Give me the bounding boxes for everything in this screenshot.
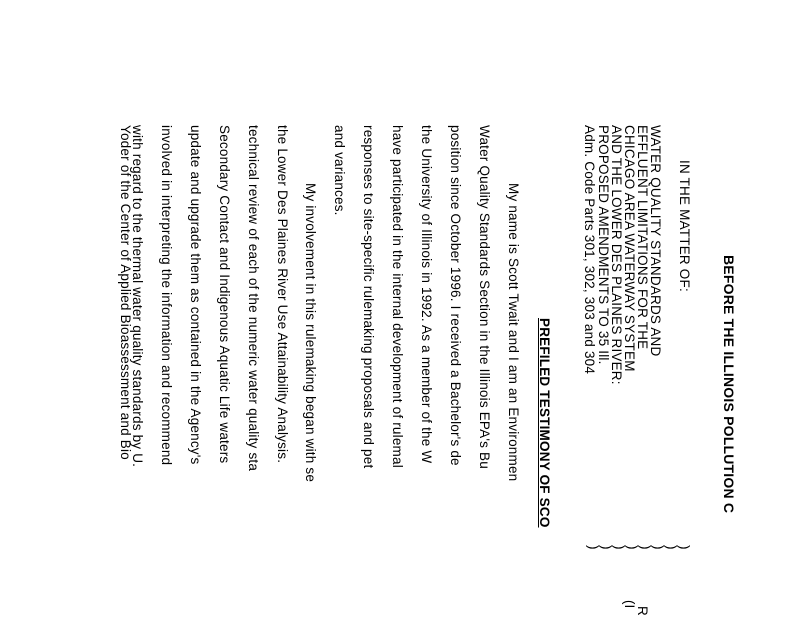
paragraph2-line: Secondary Contact and Indigenous Aquatic Life waters [217,125,232,464]
caption-line: WATER QUALITY STANDARDS AND [648,125,663,357]
caption-line: AND THE LOWER DES PLAINES RIVER: [609,125,624,385]
in-the-matter-label: IN THE MATTER OF: [677,160,692,292]
caption-paren: ) [651,545,666,550]
caption-paren: ) [638,545,653,550]
caption-line: EFFLUENT LIMITATIONS FOR THE [635,125,650,350]
caption-paren: ) [599,545,614,550]
testimony-title: PREFILED TESTIMONY OF SCO [537,318,552,528]
paragraph1-line: position since October 1996. I received a Bachelor's de [448,125,463,466]
paragraph1-line: the University of Illinois in 1992. As a member of the W [419,125,434,464]
caption-paren: ) [664,545,679,550]
paragraph1-line: and variances. [332,125,347,216]
caption-paren: ) [677,545,692,550]
caption-paren: ) [625,545,640,550]
caption-paren: ) [586,545,601,550]
caption-line: PROPOSED AMENDMENTS TO 35 Ill. [596,125,611,365]
paragraph1-line: have participated in the internal development of rulemal [390,125,405,468]
paragraph2-line: My involvement in this rulemaking began with se [303,183,318,483]
caption-paren: ) [612,545,627,550]
caption-line: CHICAGO AREA WATERWAY SYSTEM [622,125,637,372]
paragraph2-line: with regard to the thermal water quality standards by U. [130,125,145,468]
paragraph1-line: Water Quality Standards Section in the Illinois EPA's Bu [477,125,492,469]
caption-line: Adm. Code Parts 301, 302, 303 and 304 [582,125,597,375]
docket-mark: (I [622,600,637,609]
paragraph1-line: responses to site-specific rulemaking proposals and pet [361,125,376,469]
paragraph2-line: update and upgrade them as contained in the Agency's [188,125,203,465]
paragraph2-line: involved in interpreting the information and recommend [159,125,174,466]
docket-mark: R [635,606,650,616]
board-title: BEFORE THE ILLINOIS POLLUTION C [721,255,737,514]
paragraph2-line: Yoder of the Center of Applied Bioassessment and Bio [118,125,133,460]
paragraph1-line: My name is Scott Twait and I am an Environmen [506,183,521,482]
paragraph2-line: technical review of each of the numeric water quality sta [246,125,261,472]
paragraph2-line: the Lower Des Plaines River Use Attainability Analysis. [275,125,290,464]
